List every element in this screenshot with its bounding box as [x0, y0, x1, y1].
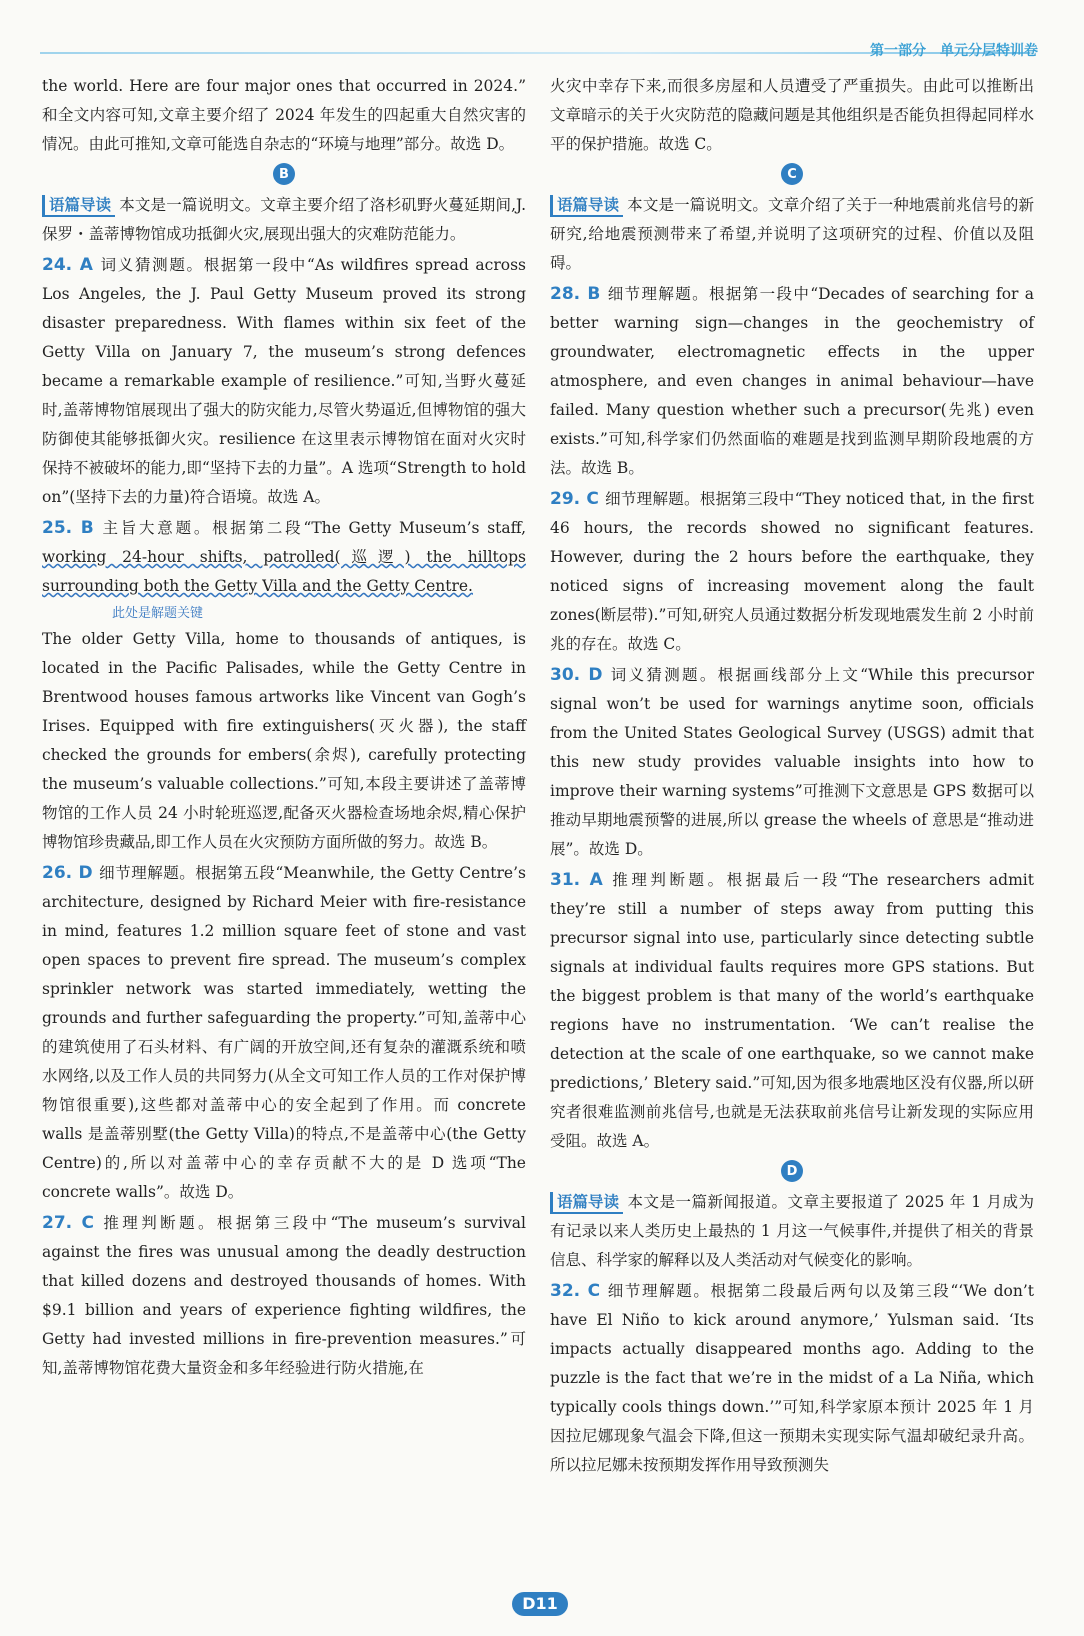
answer-number: 26. D [42, 863, 93, 883]
section-marker-c: C [550, 163, 1034, 185]
answer-32: 32. C 细节理解题。根据第二段最后两句以及第三段“‘We don’t have El Niño to kick around anymore,’ Yulsman said. ‘Its impacts actually disappeared months ago. Adding to the puzzle is the fact that we’re in the midst of a La Niña, which typically cools things down.’”可知,科学家原本预计 2025 年 1 月因拉尼娜现象气温会下降,但这一预期未实现实际气温却破纪录升高。所以拉尼娜未按预期发挥作用导致预测失 [550, 1281, 1034, 1474]
answer-28: 28. B 细节理解题。根据第一段中“Decades of searching for a better warning sign—changes in the geochemistry of groundwater, electromagnetic effects in the upper atmosphere, and even changes in animal behaviour—have failed. Many question whether such a precursor(先兆) even exists.”可知,科学家们仍然面临的难题是找到监测早期阶段地震的方法。故选 B。 [550, 284, 1035, 477]
answer-number: 29. C [550, 489, 599, 509]
guide-c: 语篇导读 本文是一篇说明文。文章介绍了关于一种地震前兆信号的新研究,给地震预测带来了希望,并说明了这项研究的过程、价值以及阻碍。 [550, 195, 1034, 272]
answer-29: 29. C 细节理解题。根据第三段中“They noticed that, in the first 46 hours, the records showed no significant features. However, during the 2 hours before the earthquake, they noticed signs of increasing movement along the fault zones(断层带).”可知,研究人员通过数据分析发现地震发生前 2 小时前兆的存在。故选 C。 [550, 489, 1035, 653]
answer-number: 28. B [550, 284, 601, 304]
answer-number: 32. C [550, 1281, 601, 1301]
key-sentence-underline: working 24-hour shifts, patrolled(巡逻) the hilltops surrounding both the Getty Villa and the Getty Centre. [42, 548, 526, 595]
answer-30: 30. D 词义猜测题。根据画线部分上文“While this precursor signal won’t be used for warnings anytime soon, officials from the United States Geological Survey (USGS) admit that this new study provides valuable insights into how to improve their warning systems”可推测下文意思是 GPS 数据可以推动早期地震预警的进展,所以 grease the wheels of 意思是“推动进展”。故选 D。 [550, 665, 1034, 858]
answer-number: 31. A [550, 870, 603, 890]
answer-number: 30. D [550, 665, 603, 685]
right-column [550, 72, 1034, 1482]
answer-25: 25. B 主旨大意题。根据第二段“The Getty Museum’s staff, working 24-hour shifts, patrolled(巡逻) the hilltops surrounding both the Getty Villa and the Getty Centre. [42, 518, 526, 595]
paragraph: 火灾中幸存下来,而很多房屋和人员遭受了严重损失。由此可以推断出文章暗示的关于火灾防范的隐藏问题是其他组织是否能负担得起同样水平的保护措施。故选 C。 [550, 77, 1034, 153]
answer-27: 27. C 推理判断题。根据第三段中“The museum’s survival against the fires was unusual among the deadly destruction that killed dozens and destroyed thousands of homes. With $9.1 billion and years of experience fighting wildfires, the Getty had invested millions in fire-prevention measures.”可知,盖蒂博物馆花费大量资金和多年经验进行防火措施,在 [42, 1213, 526, 1377]
answer-31: 31. A 推理判断题。根据最后一段“The researchers admit they’re still a number of steps away from putting this precursor signal into use, particularly since detecting subtle signals at individual faults requires more GPS stations. But the biggest problem is that many of the world’s earthquake regions have no instrumentation. ‘We can’t realise the detection at the scale of one earthquake, so we cannot make predictions,’ Bletery said.”可知,因为很多地震地区没有仪器,所以研究者很难监测前兆信号,也就是无法获取前兆信号让新发现的实际应用受阻。故选 A。 [550, 870, 1034, 1150]
guide-label: 语篇导读 [550, 1192, 623, 1214]
guide-label: 语篇导读 [42, 195, 115, 217]
section-marker-b: B [42, 163, 526, 185]
paragraph: the world. Here are four major ones that occurred in 2024.” 和全文内容可知,文章主要介绍了 2024 年发生的四起重大自然灾害的情况。由此可推知,文章可能选自杂志的“环境与地理”部分。故选 D。 [42, 77, 526, 153]
answer-number: 27. C [42, 1213, 94, 1233]
page-number: D11 [512, 1592, 568, 1616]
answer-number: 25. B [42, 518, 94, 538]
section-marker-d: D [550, 1160, 1034, 1182]
left-column [42, 72, 526, 1385]
guide-b: 语篇导读 本文是一篇说明文。文章主要介绍了洛杉矶野火蔓延期间,J. 保罗・盖蒂博物馆成功抵御火灾,展现出强大的灾难防范能力。 [42, 195, 526, 243]
header-title: 第一部分 单元分层特训卷 [870, 43, 1038, 59]
handwritten-note: 此处是解题关键 [112, 606, 204, 621]
answer-26: 26. D 细节理解题。根据第五段“Meanwhile, the Getty Centre’s architecture, designed by Richard Meier with fire-resistance in mind, features 1.2 million square feet of stone and vast open spaces to prevent fire spread. The museum’s complex sprinkler network was started immediately, wetting the grounds and further safeguarding the property.”可知,盖蒂中心的建筑使用了石头材料、有广阔的开放空间,还有复杂的灌溉系统和喷水网络,以及工作人员的共同努力(从全文可知工作人员的工作对保护博物馆很重要),这些都对盖蒂中心的安全起到了作用。而 concrete walls 是盖蒂别墅(the Getty Villa)的特点,不是盖蒂中心(the Getty Centre)的,所以对盖蒂中心的幸存贡献不大的是 D 选项“The concrete walls”。故选 D。 [42, 863, 526, 1201]
answer-number: 24. A [42, 255, 93, 275]
guide-label: 语篇导读 [550, 195, 623, 217]
guide-d: 语篇导读 本文是一篇新闻报道。文章主要报道了 2025 年 1 月成为有记录以来人类历史上最热的 1 月这一气候事件,并提供了相关的背景信息、科学家的解释以及人类活动对气候变化的影响。 [550, 1192, 1034, 1269]
answer-25-cont: The older Getty Villa, home to thousands of antiques, is located in the Pacific Palisades, while the Getty Centre in Brentwood houses famous artworks like Vincent van Gogh’s Irises. Equipped with fire extinguishers(灭火器), the staff checked the grounds for embers(余烬), carefully protecting the museum’s valuable collections.”可知,本段主要讲述了盖蒂博物馆的工作人员 24 小时轮班巡逻,配备灭火器检查场地余烬,精心保护博物馆珍贵藏品,即工作人员在火灾预防方面所做的努力。故选 B。 [42, 630, 526, 851]
answer-24: 24. A 词义猜测题。根据第一段中“As wildfires spread across Los Angeles, the J. Paul Getty Museum proved its strong disaster preparedness. With flames within six feet of the Getty Villa on January 7, the museum’s strong defences became a remarkable example of resilience.”可知,当野火蔓延时,盖蒂博物馆展现出了强大的防灾能力,尽管火势逼近,但博物馆的强大防御使其能够抵御火灾。resilience 在这里表示博物馆在面对火灾时保持不被破坏的能力,即“坚持下去的力量”。A 选项“Strength to hold on”(坚持下去的力量)符合语境。故选 A。 [42, 255, 526, 506]
